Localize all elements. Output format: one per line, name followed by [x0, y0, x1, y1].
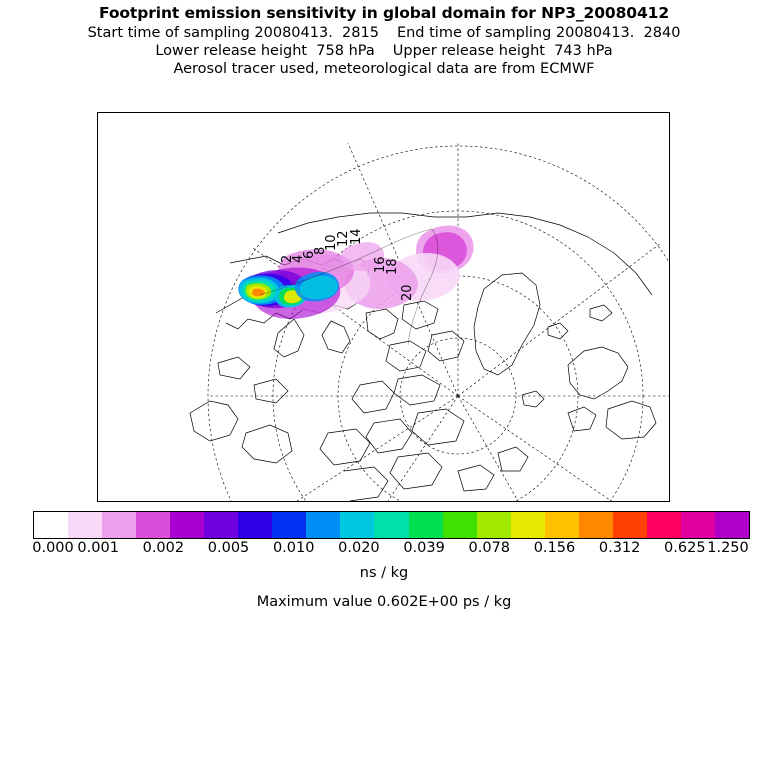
colorbar-tick-2: 0.002: [142, 540, 185, 556]
colorbar-swatch-8: [306, 512, 340, 538]
colorbar-swatch-3: [136, 512, 170, 538]
colorbar-swatch-9: [340, 512, 374, 538]
colorbar-swatch-16: [579, 512, 613, 538]
colorbar-tick-3: 0.005: [207, 540, 250, 556]
colorbar-swatch-12: [443, 512, 477, 538]
colorbar-tick-1: 0.001: [77, 540, 119, 556]
colorbar-swatch-13: [477, 512, 511, 538]
sampling-time-line: [0, 25, 768, 41]
colorbar-tick-10: 0.625: [664, 540, 706, 556]
title-block: [0, 4, 768, 79]
colorbar-swatch-14: [511, 512, 545, 538]
colorbar-swatch-6: [238, 512, 272, 538]
colorbar-units: ns / kg: [359, 565, 409, 581]
colorbar-swatch-18: [647, 512, 681, 538]
colorbar-tick-4: 0.010: [272, 540, 315, 556]
colorbar-swatch-10: [374, 512, 408, 538]
end-time-label: End time of sampling 20080413. 2840: [396, 25, 681, 41]
colorbar-swatch-2: [102, 512, 136, 538]
hour-label-14: 14: [349, 228, 364, 245]
hour-label-2: 2: [280, 254, 295, 263]
map-svg: [98, 113, 669, 501]
colorbar-tick-0: 0.000: [32, 540, 74, 556]
hour-label-20: 20: [400, 284, 415, 301]
colorbar-tick-labels: [0, 540, 768, 558]
colorbar-tick-9: 0.312: [598, 540, 641, 556]
colorbar-tick-11: 1.250: [707, 540, 749, 556]
colorbar-swatch-4: [170, 512, 204, 538]
colorbar-tick-8: 0.156: [533, 540, 576, 556]
hour-label-12: 12: [336, 230, 351, 247]
lower-release-height-label: Lower release height 758 hPa: [155, 43, 375, 59]
max-value-label: Maximum value 0.602E+00 ps / kg: [256, 594, 512, 610]
colorbar-swatch-11: [409, 512, 443, 538]
upper-release-height-label: Upper release height 743 hPa: [392, 43, 613, 59]
page-title: Footprint emission sensitivity in global domain for NP3_20080412: [98, 4, 670, 22]
hour-label-4: 4: [291, 254, 306, 263]
start-time-label: Start time of sampling 20080413. 2815: [87, 25, 379, 41]
hour-label-16: 16: [373, 256, 388, 273]
hour-label-8: 8: [313, 246, 328, 255]
colorbar-tick-5: 0.020: [338, 540, 380, 556]
colorbar-swatch-7: [272, 512, 306, 538]
colorbar-swatch-17: [613, 512, 647, 538]
hour-label-6: 6: [302, 250, 317, 259]
release-height-line: [0, 43, 768, 59]
tracer-label: Aerosol tracer used, meteorological data are from ECMWF: [173, 61, 595, 77]
colorbar-swatch-5: [204, 512, 238, 538]
colorbar-swatch-1: [68, 512, 102, 538]
hour-label-18: 18: [385, 258, 400, 275]
colorbar: [33, 511, 750, 539]
colorbar-swatch-20: [715, 512, 749, 538]
hour-label-10: 10: [324, 234, 339, 251]
colorbar-swatch-19: [681, 512, 715, 538]
colorbar-tick-7: 0.078: [468, 540, 511, 556]
map-panel: [97, 112, 670, 502]
graticule: [208, 141, 669, 501]
colorbar-strip: [33, 511, 750, 539]
colorbar-swatch-0: [34, 512, 68, 538]
colorbar-swatch-15: [545, 512, 579, 538]
colorbar-tick-6: 0.039: [403, 540, 445, 556]
